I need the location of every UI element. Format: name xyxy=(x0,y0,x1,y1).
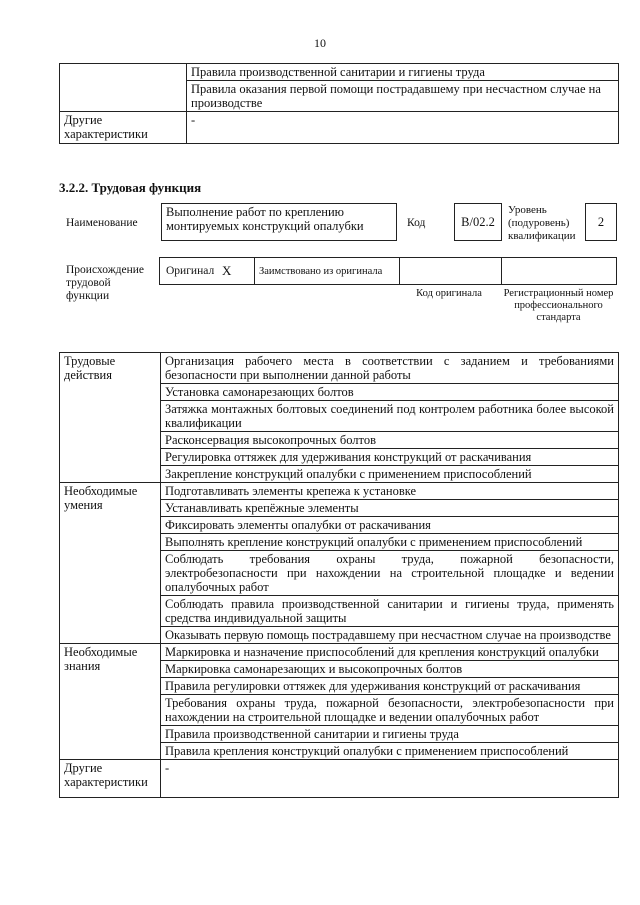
table-cell: Затяжка монтажных болтовых соединений под контролем работника более высокой квалификации xyxy=(161,401,619,432)
table-label-cell: Другие характеристики xyxy=(60,112,187,144)
table-cell: Правила производственной санитарии и гигиены труда xyxy=(161,726,619,743)
level-label: Уровень (подуровень) квалификации xyxy=(508,204,576,242)
function-name-box: Выполнение работ по креплению монтируемых конструкций опалубки xyxy=(161,203,397,241)
table-cell: Требования охраны труда, пожарной безопасности, электробезопасности при нахождении на строительной площадке и ведении опалубочных работ xyxy=(161,695,619,726)
table-row xyxy=(60,64,619,112)
group-label-knowledge: Необходимые знания xyxy=(60,644,161,760)
table-cell: Маркировка самонарезающих и высокопрочных болтов xyxy=(161,661,619,678)
table-row xyxy=(60,760,619,798)
table-cell: Правила производственной санитарии и гигиены труда xyxy=(187,64,618,81)
level-box: 2 xyxy=(585,203,617,241)
original-mark: X xyxy=(222,263,232,278)
table-row xyxy=(60,112,619,144)
table-label-cell xyxy=(60,64,187,112)
table-cell: Расконсервация высокопрочных болтов xyxy=(161,432,619,449)
table-cell: Оказывать первую помощь пострадавшему при несчастном случае на производстве xyxy=(161,627,619,644)
original-code-cell xyxy=(399,258,502,284)
table-cell: Правила регулировки оттяжек для удерживания конструкций от раскачивания xyxy=(161,678,619,695)
origin-row xyxy=(159,257,617,285)
table-cell: Установка самонарезающих болтов xyxy=(161,384,619,401)
table-cell: Правила оказания первой помощи пострадавшему при несчастном случае на производстве xyxy=(191,82,601,110)
table-cell: Регулировка оттяжек для удерживания конструкций от раскачивания xyxy=(161,449,619,466)
table-row xyxy=(60,353,619,384)
name-label: Наименование xyxy=(66,217,138,229)
registration-number-cell xyxy=(501,258,616,284)
page-number: 10 xyxy=(314,36,326,50)
table-cell: Закрепление конструкций опалубки с применением приспособлений xyxy=(161,466,619,483)
table-cell: Маркировка и назначение приспособлений для крепления конструкций опалубки xyxy=(161,644,619,661)
original-code-caption: Код оригинала xyxy=(416,288,482,299)
borrowed-cell xyxy=(254,258,400,284)
section-title: 3.2.2. Трудовая функция xyxy=(59,180,202,195)
table-cell: Выполнять крепление конструкций опалубки с применением приспособлений xyxy=(161,534,619,551)
registration-number-caption: Регистрационный номер профессионального стандарта xyxy=(503,288,614,323)
original-cell xyxy=(160,258,255,284)
table-row xyxy=(60,644,619,661)
code-box: B/02.2 xyxy=(454,203,502,241)
table-cell: Соблюдать правила производственной санитарии и гигиены труда, применять средства индивидуальной защиты xyxy=(161,596,619,627)
table-cell: Фиксировать элементы опалубки от раскачивания xyxy=(161,517,619,534)
table-cell: Организация рабочего места в соответствии с заданием и требованиями безопасности при выполнении данной работы xyxy=(161,353,619,384)
original-label: Оригинал xyxy=(166,265,215,277)
table-cell: - xyxy=(187,112,619,144)
table-cell: - xyxy=(161,760,619,798)
group-label-skills: Необходимые умения xyxy=(60,483,161,644)
table-row xyxy=(60,483,619,500)
borrowed-label: Заимствовано из оригинала xyxy=(259,266,383,277)
origin-label: Происхождение трудовой функции xyxy=(66,264,145,302)
group-label-other: Другие характеристики xyxy=(60,760,161,798)
table-cell: Подготавливать элементы крепежа к установке xyxy=(161,483,619,500)
code-label: Код xyxy=(407,217,426,229)
previous-function-table xyxy=(59,63,619,144)
table-cell: Правила крепления конструкций опалубки с применением приспособлений xyxy=(161,743,619,760)
group-label-actions: Трудовые действия xyxy=(60,353,161,483)
table-cell: Устанавливать крепёжные элементы xyxy=(161,500,619,517)
labor-function-table xyxy=(59,352,619,798)
table-cell: Соблюдать требования охраны труда, пожарной безопасности, электробезопасности при нахождении на строительной площадке и ведении опалубочных работ xyxy=(161,551,619,596)
